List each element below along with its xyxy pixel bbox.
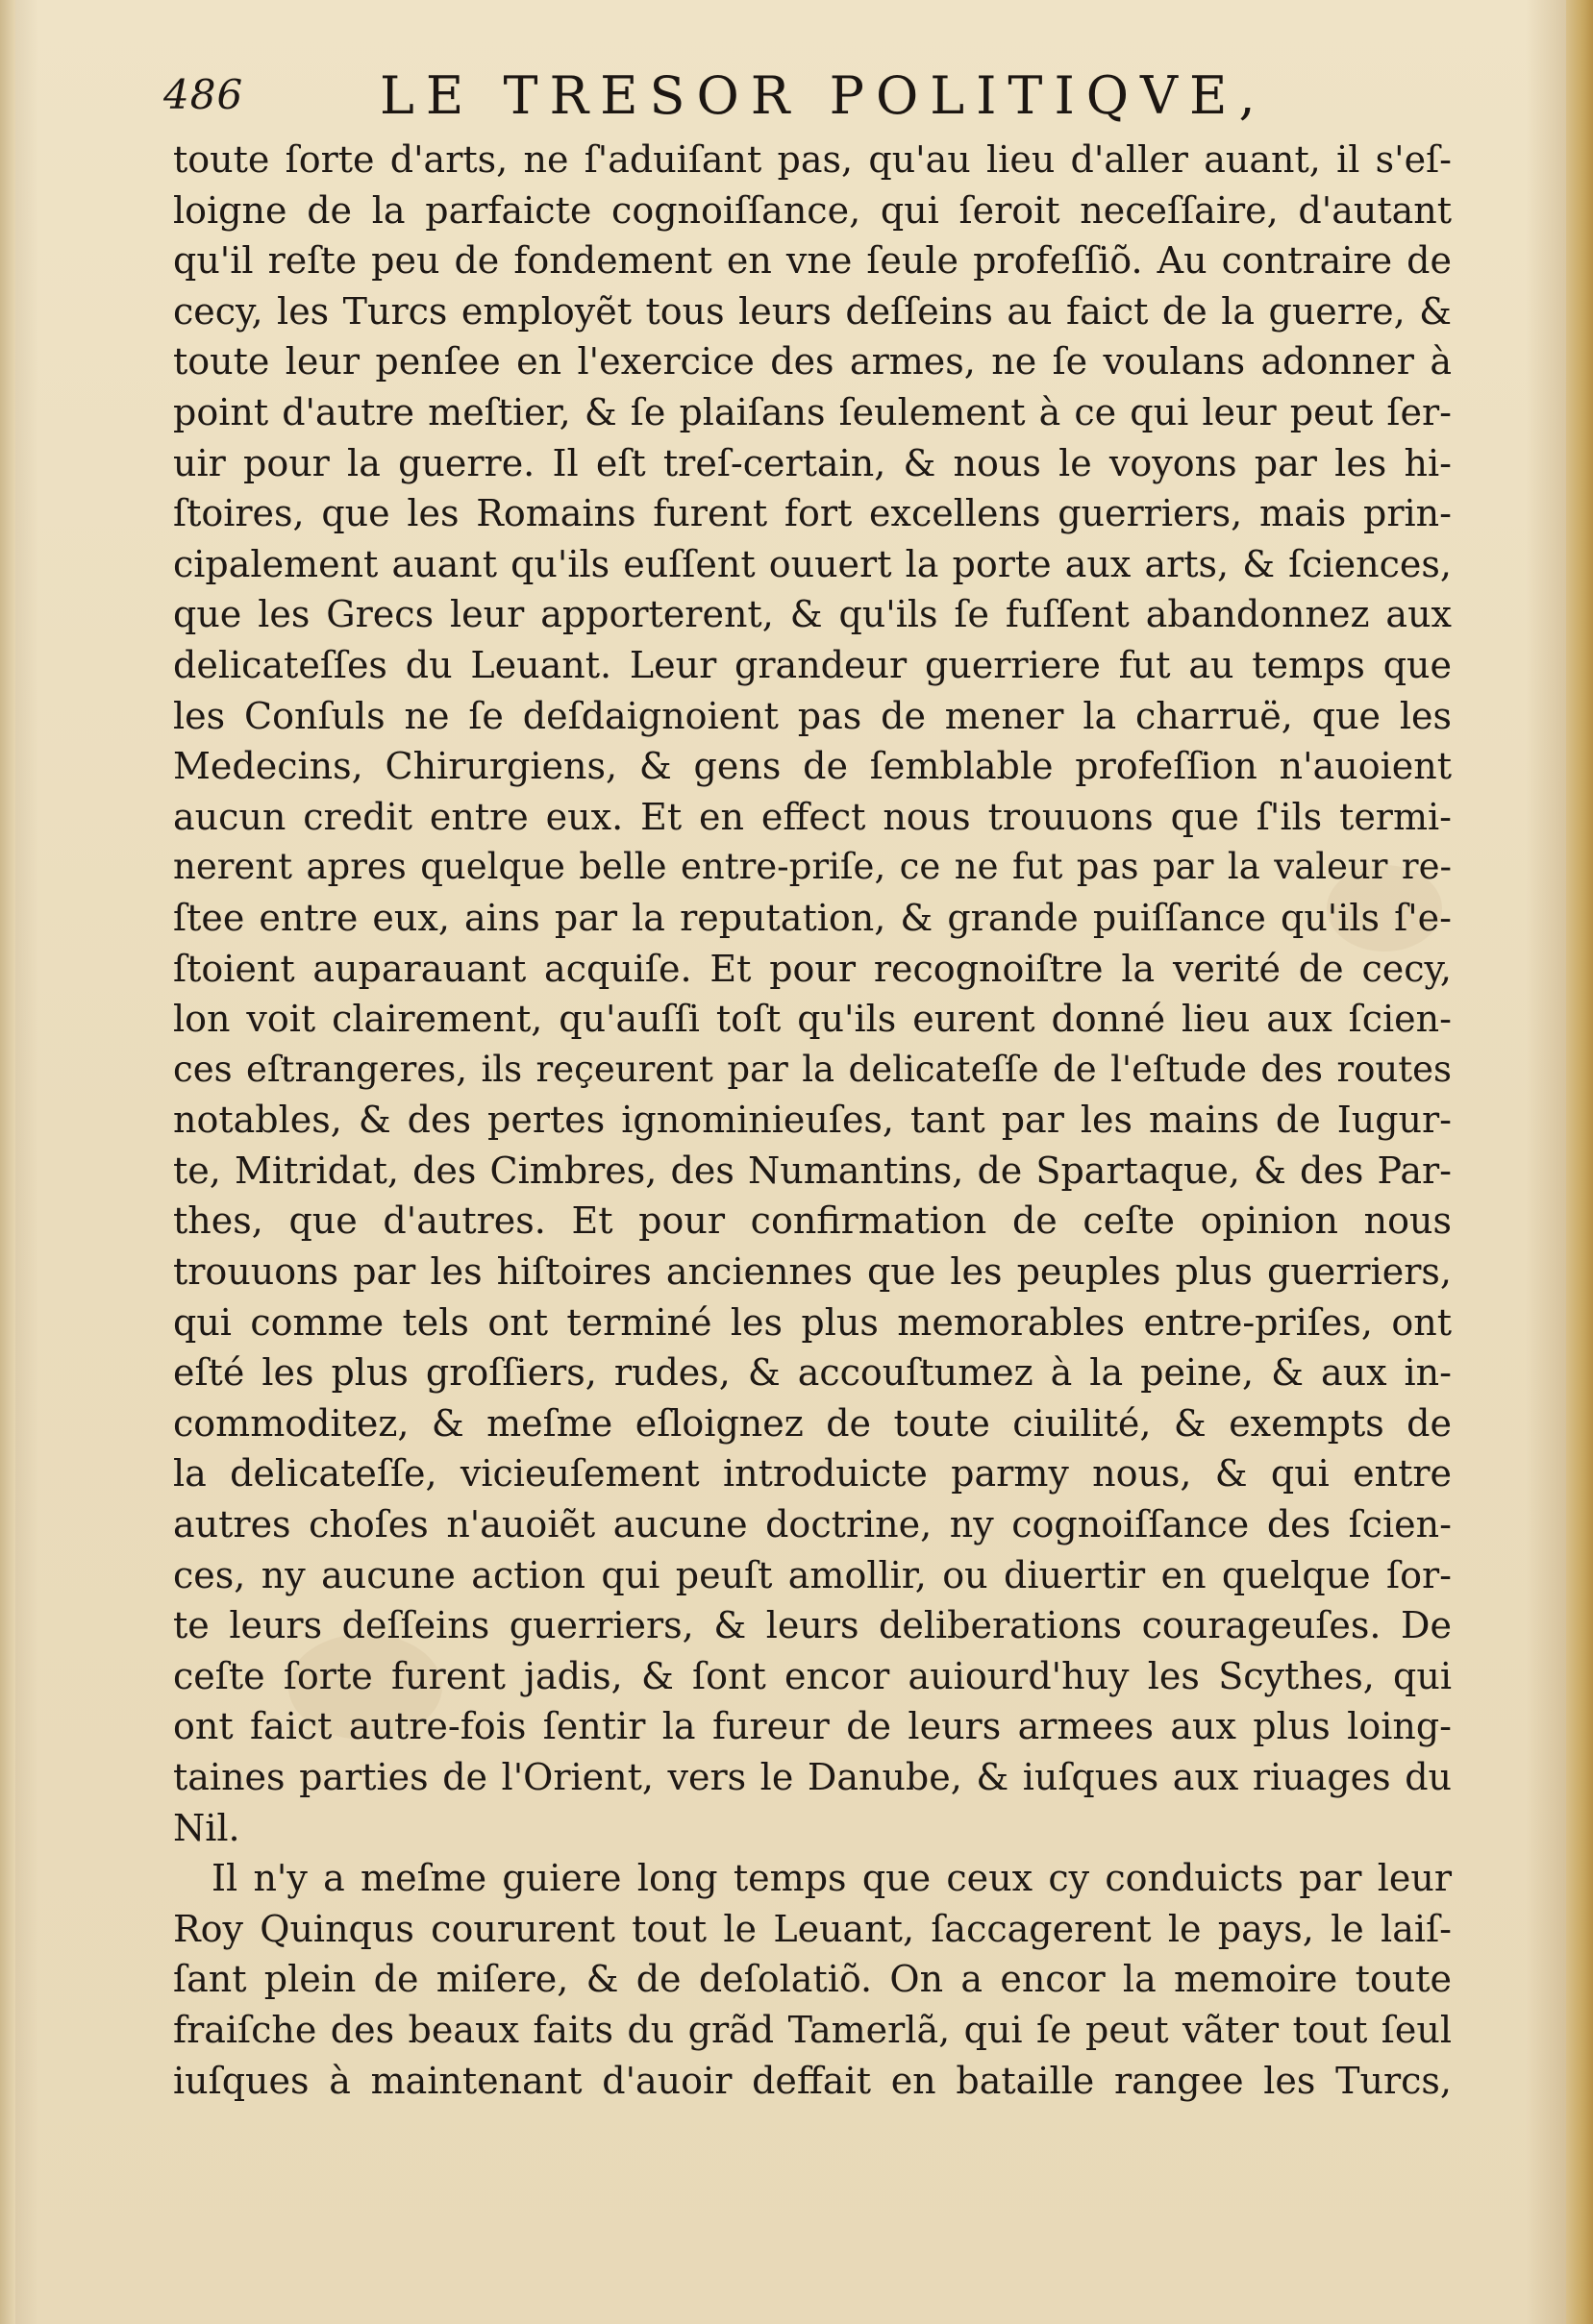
page-number: 486 bbox=[163, 71, 244, 118]
text-line: qui comme tels ont terminé les plus memorables entre-priſes, ont bbox=[173, 1300, 1452, 1344]
text-line: aucun credit entre eux. Et en effect nous trouuons que ſ'ils termi- bbox=[173, 795, 1452, 838]
text-line: cecy, les Turcs employẽt tous leurs deſſeins au faict de la guerre, & bbox=[173, 289, 1452, 333]
text-line: qu'il reſte peu de fondement en vne ſeule profeſſiõ. Au contraire de bbox=[173, 239, 1452, 283]
text-line: uir pour la guerre. Il eſt treſ-certain, & nous le voyons par les hi- bbox=[173, 441, 1452, 484]
text-line: lon voit clairement, qu'auſſi toſt qu'ils eurent donné lieu aux ſcien- bbox=[173, 998, 1452, 1041]
text-line: notables, & des pertes ignominieuſes, tant par les mains de Iugur- bbox=[173, 1099, 1452, 1142]
text-line: ſant plein de miſere, & de deſolatiõ. On a encor la memoire toute bbox=[173, 1958, 1452, 2001]
page-fore-edge bbox=[1566, 0, 1593, 2324]
text-line: ſtee entre eux, ains par la reputation, & grande puiſſance qu'ils ſ'e- bbox=[173, 896, 1452, 939]
running-title: LE TRESOR POLITIQVE, bbox=[380, 65, 1267, 126]
text-line: autres choſes n'auoiẽt aucune doctrine, ny cognoiſſance des ſcien- bbox=[173, 1503, 1452, 1546]
text-line: toute ſorte d'arts, ne ſ'aduiſant pas, qu'au lieu d'aller auant, il s'eſ- bbox=[173, 138, 1452, 181]
text-line: ſtoient auparauant acquiſe. Et pour recognoiſtre la verité de cecy, bbox=[173, 947, 1452, 990]
page-gutter-shadow bbox=[0, 0, 15, 2324]
body-text bbox=[173, 135, 1452, 2106]
text-line: te leurs deſſeins guerriers, & leurs deliberations courageuſes. De bbox=[173, 1604, 1452, 1647]
text-line: delicateſſes du Leuant. Leur grandeur guerriere fut au temps que bbox=[173, 643, 1452, 686]
text-line: toute leur penſee en l'exercice des armes, ne ſe voulans adonner à bbox=[173, 340, 1452, 383]
text-line: ont faict autre-fois ſentir la fureur de leurs armees aux plus loing- bbox=[173, 1705, 1452, 1748]
text-line: que les Grecs leur apporterent, & qu'ils ſe fuſſent abandonnez aux bbox=[173, 593, 1452, 636]
text-line: la delicateſſe, vicieuſement introduicte parmy nous, & qui entre bbox=[173, 1452, 1452, 1496]
text-line: ceſte ſorte furent jadis, & ſont encor auiourd'huy les Scythes, qui bbox=[173, 1654, 1452, 1697]
text-line: ces, ny aucune action qui peuſt amollir, ou diuertir en quelque ſor- bbox=[173, 1553, 1452, 1596]
text-line: ſtoires, que les Romains furent fort excellens guerriers, mais prin- bbox=[173, 492, 1452, 535]
text-line: trouuons par les hiſtoires anciennes que les peuples plus guerriers, bbox=[173, 1250, 1452, 1294]
text-line: commoditez, & meſme eſloignez de toute ciuilité, & exempts de bbox=[173, 1401, 1452, 1445]
text-line: te, Mitridat, des Cimbres, des Numantins, de Spartaque, & des Par- bbox=[173, 1149, 1452, 1192]
text-line: Roy Quinqus coururent tout le Leuant, ſaccagerent le pays, le laiſ- bbox=[173, 1907, 1452, 1950]
text-line: thes, que d'autres. Et pour confirmation de ceſte opinion nous bbox=[173, 1199, 1452, 1243]
text-line: les Conſuls ne ſe deſdaignoient pas de mener la charruë, que les bbox=[173, 694, 1452, 737]
text-line: eſté les plus groſſiers, rudes, & accouſtumez à la peine, & aux in- bbox=[173, 1351, 1452, 1395]
text-line: fraiſche des beaux faits du grãd Tamerlã, qui ſe peut vãter tout ſeul bbox=[173, 2008, 1452, 2051]
text-line: ces eſtrangeres, ils reçeurent par la delicateſſe de l'eſtude des routes bbox=[173, 1048, 1452, 1090]
text-line: Il n'y a meſme guiere long temps que ceux cy conduicts par leur bbox=[212, 1857, 1452, 1900]
text-line: nerent apres quelque belle entre-priſe, ce ne fut pas par la valeur re- bbox=[173, 846, 1452, 888]
text-line: taines parties de l'Orient, vers le Danube, & iuſques aux riuages du bbox=[173, 1756, 1452, 1798]
text-line: point d'autre meſtier, & ſe plaiſans ſeulement à ce qui leur peut ſer- bbox=[173, 390, 1452, 433]
text-line: Medecins, Chirurgiens, & gens de ſemblable profeſſion n'auoient bbox=[173, 745, 1452, 788]
text-line: Nil. bbox=[173, 1806, 240, 1849]
text-line: iuſques à maintenant d'auoir deffait en bataille rangee les Turcs, bbox=[173, 2059, 1452, 2102]
text-line: loigne de la parfaicte cognoiſſance, qui ſeroit neceſſaire, d'autant bbox=[173, 188, 1452, 232]
text-line: cipalement auant qu'ils euſſent ouuert la porte aux arts, & ſciences, bbox=[173, 542, 1452, 585]
page-header bbox=[163, 65, 1471, 142]
